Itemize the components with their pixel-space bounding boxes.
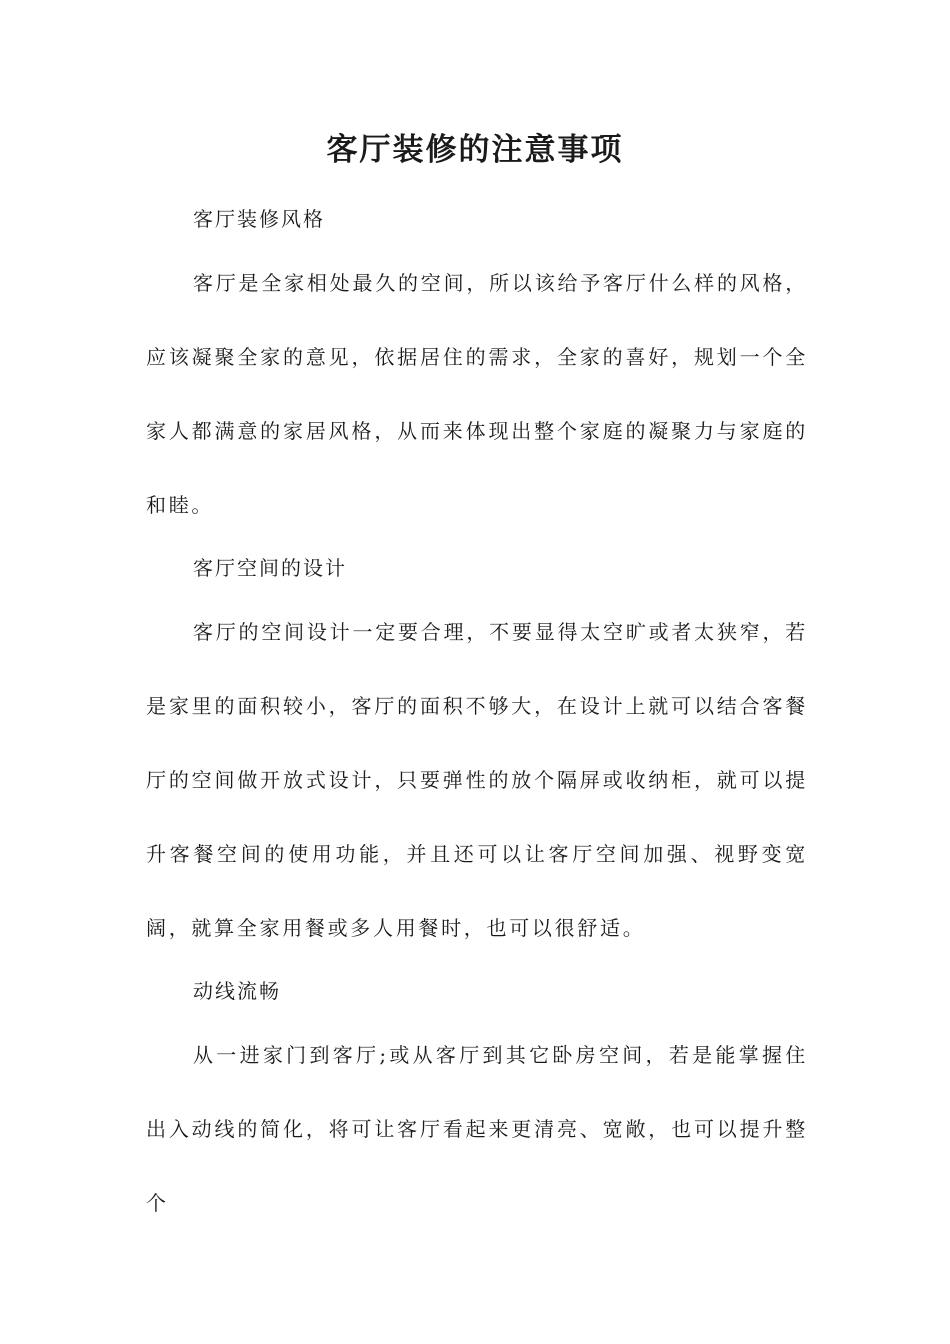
- section-paragraph-smooth-circulation: 从一进家门到客厅;或从客厅到其它卧房空间，若是能掌握住出入动线的简化，将可让客厅看起来更清亮、宽敞，也可以提升整个: [146, 1043, 808, 1215]
- section-heading-smooth-circulation: 动线流畅: [193, 979, 281, 1003]
- section-paragraph-living-room-style: 客厅是全家相处最久的空间，所以该给予客厅什么样的风格，应该凝聚全家的意见，依据居住的需求，全家的喜好，规划一个全家人都满意的家居风格，从而来体现出整个家庭的凝聚力与家庭的和睦。: [146, 271, 808, 517]
- document-title: 客厅装修的注意事项: [326, 132, 624, 168]
- section-paragraph-space-design: 客厅的空间设计一定要合理，不要显得太空旷或者太狭窄，若是家里的面积较小，客厅的面积不够大，在设计上就可以结合客餐厅的空间做开放式设计，只要弹性的放个隔屏或收纳柜，就可以提升客餐空间的使用功能，并且还可以让客厅空间加强、视野变宽阔，就算全家用餐或多人用餐时，也可以很舒适。: [146, 620, 808, 940]
- section-heading-space-design: 客厅空间的设计: [193, 556, 347, 580]
- section-heading-living-room-style: 客厅装修风格: [193, 207, 325, 231]
